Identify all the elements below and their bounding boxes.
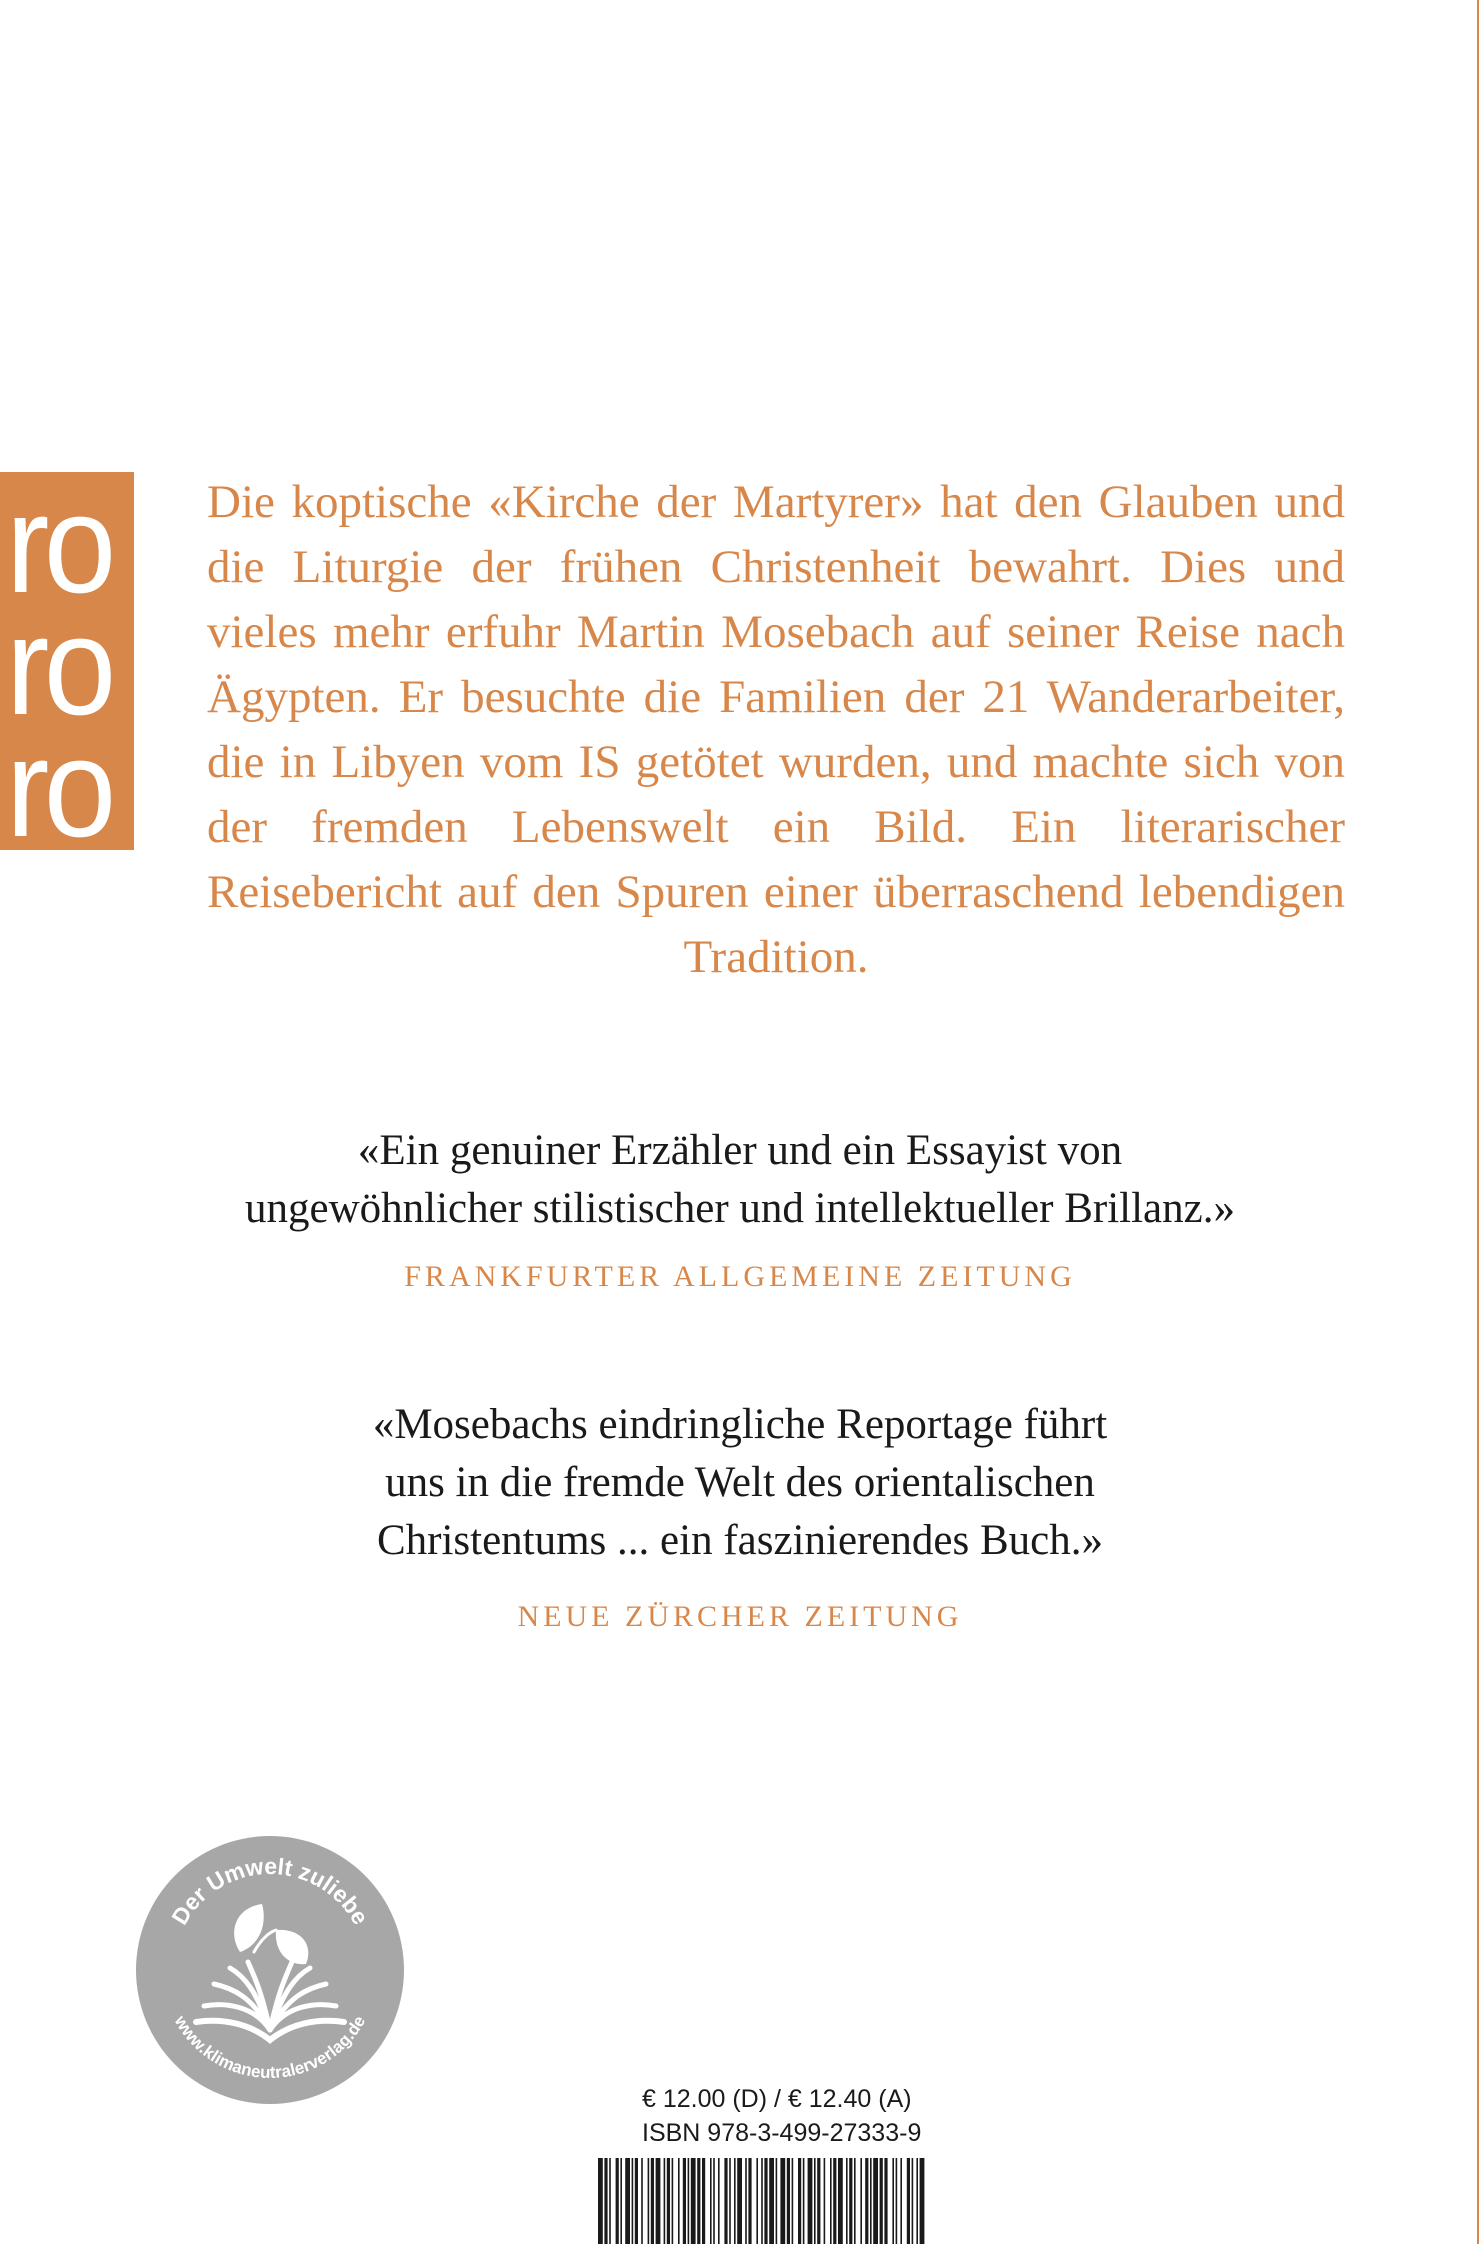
barcode-bar — [912, 2158, 914, 2244]
barcode-bar — [916, 2158, 918, 2244]
price-block — [642, 2082, 921, 2150]
barcode-bar — [745, 2158, 747, 2244]
barcode-bar — [803, 2158, 805, 2244]
barcode-bar — [900, 2158, 902, 2244]
quote-line: ungewöhnlicher stilistischer und intellektueller Brillanz.» — [245, 1185, 1235, 1232]
barcode-bar — [846, 2158, 848, 2244]
barcode-bar — [769, 2158, 774, 2244]
quote-line: «Ein genuiner Erzähler und ein Essayist von — [357, 1127, 1123, 1174]
barcode-bar — [667, 2158, 670, 2244]
logo-line: ro — [6, 472, 111, 622]
barcode-bar — [724, 2158, 727, 2244]
barcode-bar — [616, 2158, 619, 2244]
barcode-bar — [713, 2158, 715, 2244]
barcode-bar — [635, 2158, 638, 2244]
barcode-bar — [884, 2158, 887, 2244]
barcode — [596, 2158, 926, 2244]
barcode-bar — [814, 2158, 816, 2244]
quote-line: Christentums ... ein faszinierendes Buch.» — [376, 1517, 1104, 1564]
barcode-bar — [710, 2158, 712, 2244]
barcode-bar — [609, 2158, 611, 2244]
barcode-bar — [896, 2158, 898, 2244]
barcode-bar — [748, 2158, 751, 2244]
barcode-bar — [620, 2158, 622, 2244]
barcode-bar — [817, 2158, 820, 2244]
barcode-bar — [656, 2158, 661, 2244]
barcode-bar — [756, 2158, 758, 2244]
barcode-bar — [838, 2158, 843, 2244]
book-blurb: Die koptische «Kirche der Martyrer» hat den Glauben und die Liturgie der frühen Christenheit bewahrt. Dies und vieles mehr erfuhr Martin Mosebach auf seiner Reise nach Ägypten. Er besuchte die Familien der 21 Wanderarbeiter, die in Libyen vom IS getötet wurden, und machte sich von der fremden Lebenswelt ein Bild. Ein literarischer Reisebericht auf den Spuren einer überraschend lebendigen Tradition. — [207, 476, 1345, 983]
logo-line: ro — [6, 709, 111, 850]
barcode-bar — [678, 2158, 680, 2244]
barcode-bar — [764, 2158, 767, 2244]
barcode-bar — [688, 2158, 690, 2244]
barcode-bar — [604, 2158, 607, 2244]
barcode-bar — [683, 2158, 686, 2244]
barcode-bar — [697, 2158, 700, 2244]
barcode-bar — [880, 2158, 883, 2244]
review-quote-1 — [140, 1122, 1340, 1238]
rororo-logo — [0, 472, 134, 850]
barcode-bar — [734, 2158, 736, 2244]
barcode-bar — [729, 2158, 731, 2244]
barcode-bar — [691, 2158, 696, 2244]
barcode-bar — [776, 2158, 778, 2244]
logo-line: ro — [6, 587, 111, 744]
barcode-bar — [865, 2158, 868, 2244]
barcode-bar — [737, 2158, 742, 2244]
review-source-1: FRANKFURTER ALLGEMEINE ZEITUNG — [404, 1260, 1076, 1293]
barcode-bar — [854, 2158, 856, 2244]
barcode-bar — [718, 2158, 720, 2244]
barcode-bar — [598, 2158, 603, 2244]
barcode-bar — [787, 2158, 790, 2244]
seal-top-text: Der Umwelt zuliebe — [166, 1852, 374, 1929]
quote-line: «Mosebachs eindringliche Reportage führt — [372, 1401, 1108, 1448]
barcode-bar — [672, 2158, 674, 2244]
barcode-bar — [702, 2158, 705, 2244]
quote-line: uns in die fremde Welt des orientalischen — [385, 1459, 1095, 1506]
barcode-bar — [830, 2158, 832, 2244]
barcode-bar — [792, 2158, 794, 2244]
barcode-bar — [920, 2158, 925, 2244]
review-source-2: NEUE ZÜRCHER ZEITUNG — [517, 1600, 963, 1633]
barcode-bar — [860, 2158, 862, 2244]
barcode-bar — [873, 2158, 878, 2244]
barcode-bar — [641, 2158, 643, 2244]
barcode-bar — [907, 2158, 910, 2244]
barcode-bar — [761, 2158, 763, 2244]
barcode-bar — [632, 2158, 634, 2244]
barcode-bar — [798, 2158, 801, 2244]
barcode-bar — [664, 2158, 666, 2244]
barcode-bar — [651, 2158, 654, 2244]
barcode-bar — [808, 2158, 813, 2244]
review-quote-2 — [140, 1396, 1340, 1570]
climate-neutral-seal — [134, 1834, 406, 2106]
isbn-line: ISBN 978-3-499-27333-9 — [642, 2119, 922, 2147]
price-line: € 12.00 (D) / € 12.40 (A) — [642, 2085, 912, 2113]
barcode-bar — [625, 2158, 630, 2244]
seal-bottom-text: www.klimaneutralerverlag.de — [170, 2012, 370, 2083]
barcode-bar — [849, 2158, 852, 2244]
barcode-bar — [824, 2158, 826, 2244]
barcode-bar — [648, 2158, 650, 2244]
barcode-bar — [892, 2158, 894, 2244]
barcode-bar — [870, 2158, 872, 2244]
barcode-bar — [780, 2158, 785, 2244]
barcode-bar — [833, 2158, 836, 2244]
